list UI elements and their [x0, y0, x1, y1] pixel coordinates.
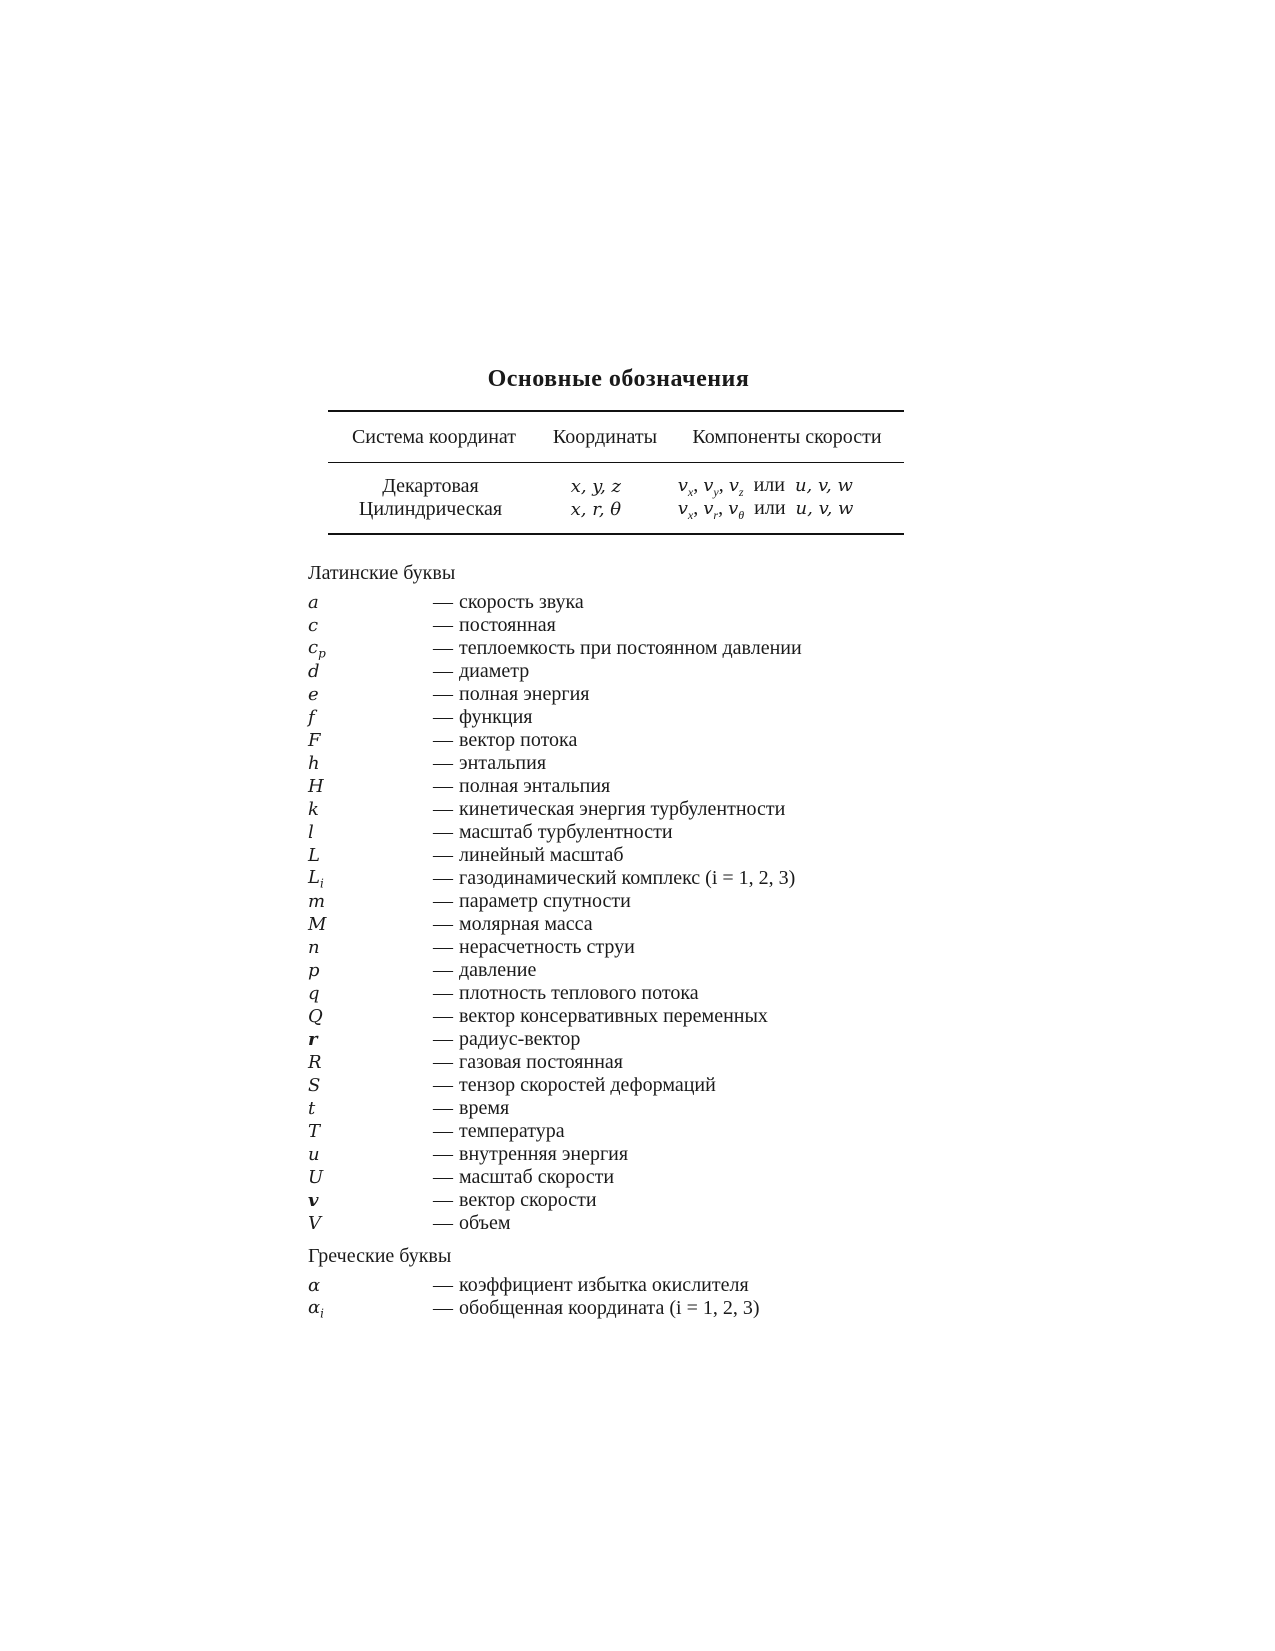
em-dash: — — [433, 867, 453, 889]
list-item — [308, 729, 928, 752]
symbol-description: — вектор скорости — [433, 1189, 597, 1211]
symbol: f — [308, 707, 315, 728]
symbol-description: — постоянная — [433, 614, 556, 636]
latin-letters-heading: Латинские буквы — [308, 562, 456, 584]
latin-symbols-list — [308, 591, 928, 1235]
list-item — [308, 867, 928, 890]
list-item — [308, 660, 928, 683]
list-item — [308, 1028, 928, 1051]
symbol-description: — вектор потока — [433, 729, 578, 751]
em-dash: — — [433, 683, 453, 705]
symbol-description: — кинетическая энергия турбулентности — [433, 798, 786, 820]
header-velocity-components: Компоненты скорости — [692, 425, 882, 448]
list-item — [308, 1166, 928, 1189]
list-item — [308, 982, 928, 1005]
list-item — [308, 1120, 928, 1143]
symbol: F — [308, 730, 321, 751]
em-dash: — — [433, 1274, 453, 1296]
list-item — [308, 1074, 928, 1097]
em-dash: — — [433, 1005, 453, 1027]
symbol-description: — внутренняя энергия — [433, 1143, 629, 1165]
symbol: $c_p$ — [308, 636, 326, 661]
greek-symbols-list — [308, 1274, 928, 1320]
symbol-description: — температура — [433, 1120, 565, 1142]
symbol-description: — энтальпия — [433, 752, 547, 774]
symbol-description: — функция — [433, 706, 533, 728]
list-item — [308, 1051, 928, 1074]
symbol-description: — давление — [433, 959, 537, 981]
list-item — [308, 1005, 928, 1028]
list-item — [308, 614, 928, 637]
symbol: n — [308, 937, 320, 958]
list-item — [308, 775, 928, 798]
symbol: H — [308, 776, 324, 797]
list-item — [308, 1143, 928, 1166]
symbol: R — [308, 1052, 322, 1073]
symbol: d — [308, 661, 320, 682]
em-dash: — — [433, 1189, 453, 1211]
list-item — [308, 637, 928, 660]
symbol: e — [308, 684, 319, 705]
list-item — [308, 1097, 928, 1120]
symbol-description: — молярная масса — [433, 913, 593, 935]
symbol-description: — плотность теплового потока — [433, 982, 699, 1004]
em-dash: — — [433, 936, 453, 958]
symbol: t — [308, 1098, 316, 1119]
symbol-description: — диаметр — [433, 660, 530, 682]
list-item — [308, 844, 928, 867]
table-body — [328, 463, 904, 533]
symbol: V — [308, 1213, 321, 1234]
list-item — [308, 1274, 928, 1297]
em-dash: — — [433, 982, 453, 1004]
em-dash: — — [433, 1297, 453, 1319]
symbol: U — [308, 1167, 324, 1188]
symbol: l — [308, 822, 314, 843]
list-item — [308, 591, 928, 614]
header-system: Система координат — [351, 425, 517, 448]
symbol-description: — газодинамический комплекс (i = 1, 2, 3) — [433, 867, 796, 889]
table-row-cartesian — [328, 475, 904, 498]
em-dash: — — [433, 1143, 453, 1165]
symbol-description: — обобщенная координата (i = 1, 2, 3) — [433, 1297, 760, 1319]
list-item — [308, 798, 928, 821]
symbol: q — [308, 983, 320, 1004]
em-dash: — — [433, 913, 453, 935]
list-item — [308, 1189, 928, 1212]
symbol-description: — радиус-вектор — [433, 1028, 581, 1050]
symbol-description: — полная энергия — [433, 683, 590, 705]
list-item — [308, 913, 928, 936]
symbol: T — [308, 1121, 321, 1142]
symbol-description: — тензор скоростей деформаций — [433, 1074, 716, 1096]
em-dash: — — [433, 890, 453, 912]
symbol: $L_i$ — [308, 866, 324, 891]
symbol: p — [308, 960, 320, 981]
em-dash: — — [433, 729, 453, 751]
em-dash: — — [433, 1212, 453, 1234]
em-dash: — — [433, 1120, 453, 1142]
coordinate-systems-table — [328, 410, 904, 535]
symbol: a — [308, 592, 319, 613]
symbol-description: — газовая постоянная — [433, 1051, 623, 1073]
table-row-cylindrical — [328, 498, 904, 521]
symbol-description: — масштаб скорости — [433, 1166, 615, 1188]
page-title: Основные обозначения — [487, 366, 750, 392]
list-item — [308, 683, 928, 706]
list-item — [308, 1297, 928, 1320]
symbol: k — [308, 799, 319, 820]
header-coordinates: Координаты — [552, 425, 658, 448]
symbol: u — [308, 1144, 320, 1165]
symbol: m — [308, 891, 326, 912]
symbol: c — [308, 615, 319, 636]
em-dash: — — [433, 591, 453, 613]
symbol-description: — масштаб турбулентности — [433, 821, 673, 843]
table-header-row — [328, 412, 904, 463]
em-dash: — — [433, 660, 453, 682]
em-dash: — — [433, 798, 453, 820]
em-dash: — — [433, 1097, 453, 1119]
em-dash: — — [433, 637, 453, 659]
symbol-subscript: i — [320, 1306, 324, 1321]
list-item — [308, 959, 928, 982]
symbol: S — [308, 1075, 321, 1096]
list-item — [308, 1212, 928, 1235]
system-name: Цилиндрическая — [358, 498, 503, 520]
symbol: α — [308, 1275, 321, 1296]
em-dash: — — [433, 1074, 453, 1096]
coordinates: x, r, θ — [570, 499, 622, 520]
em-dash: — — [433, 844, 453, 866]
symbol: M — [308, 914, 327, 935]
symbol: $\alpha_i$ — [308, 1296, 324, 1321]
symbol-description: — полная энтальпия — [433, 775, 611, 797]
em-dash: — — [433, 752, 453, 774]
em-dash: — — [433, 614, 453, 636]
symbol-subscript: p — [318, 646, 326, 661]
symbol-description: — коэффициент избытка окислителя — [433, 1274, 749, 1296]
em-dash: — — [433, 775, 453, 797]
coordinates: x, y, z — [570, 476, 622, 497]
list-item — [308, 752, 928, 775]
em-dash: — — [433, 1051, 453, 1073]
symbol: L — [308, 845, 320, 866]
symbol: r — [308, 1029, 318, 1050]
symbol: v — [308, 1190, 319, 1211]
symbol: h — [308, 753, 320, 774]
em-dash: — — [433, 959, 453, 981]
velocity-components: $v_x$, $v_r$, $v_\theta$ или u, v, w — [677, 496, 854, 522]
em-dash: — — [433, 706, 453, 728]
list-item — [308, 936, 928, 959]
em-dash: — — [433, 1166, 453, 1188]
list-item — [308, 821, 928, 844]
symbol-description: — вектор консервативных переменных — [433, 1005, 768, 1027]
symbol-description: — параметр спутности — [433, 890, 631, 912]
em-dash: — — [433, 821, 453, 843]
symbol-description: — теплоемкость при постоянном давлении — [433, 637, 802, 659]
greek-letters-heading: Греческие буквы — [308, 1245, 452, 1267]
symbol-description: — нерасчетность струи — [433, 936, 635, 958]
symbol-description: — скорость звука — [433, 591, 584, 613]
list-item — [308, 890, 928, 913]
symbol: Q — [308, 1006, 323, 1027]
symbol-description: — время — [433, 1097, 510, 1119]
velocity-components: $v_x$, $v_y$, $v_z$ или u, v, w — [677, 473, 853, 499]
em-dash: — — [433, 1028, 453, 1050]
symbol-description: — линейный масштаб — [433, 844, 624, 866]
symbol-subscript: i — [319, 876, 324, 891]
system-name: Декартовая — [382, 475, 479, 497]
symbol-description: — объем — [433, 1212, 511, 1234]
list-item — [308, 706, 928, 729]
